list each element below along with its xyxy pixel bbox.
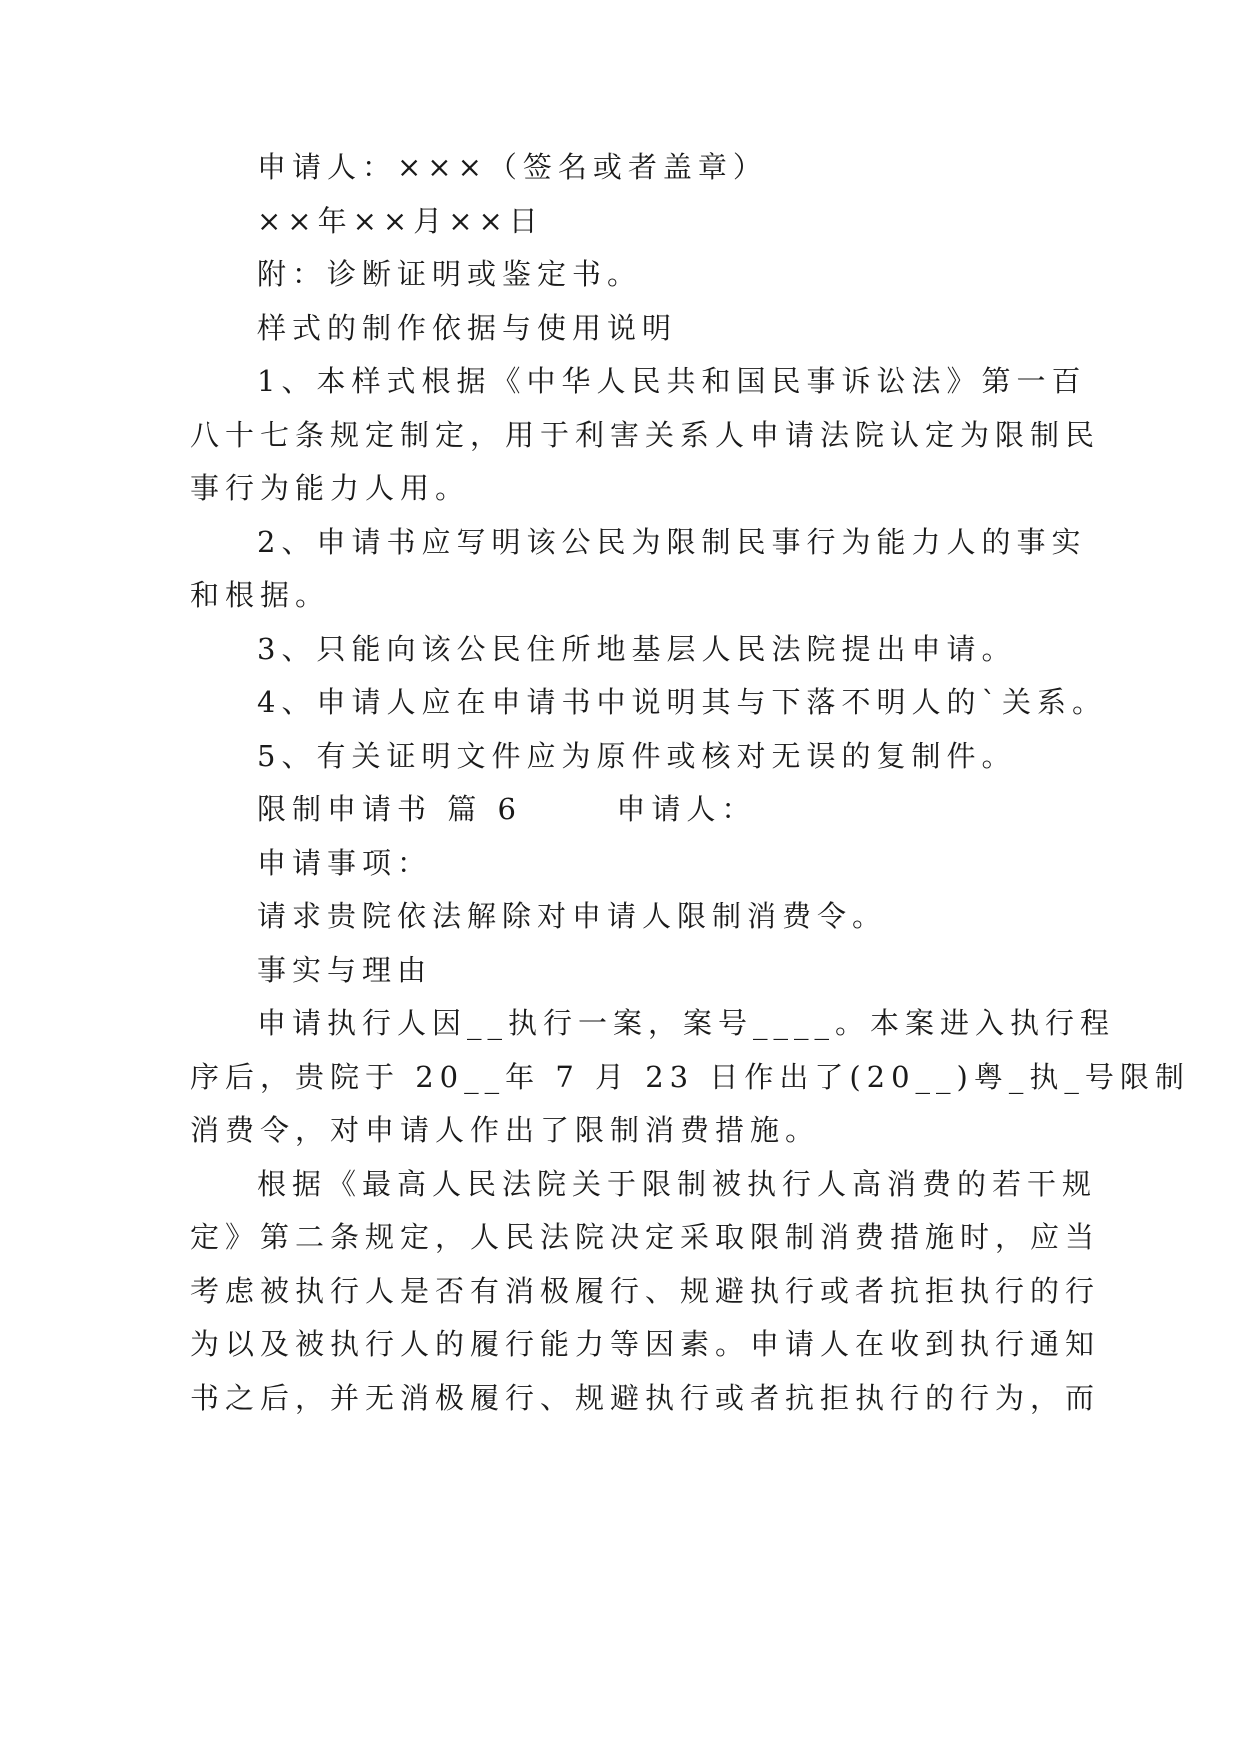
paragraph-line: 申请执行人因__执行一案，案号____。本案进入执行程 xyxy=(257,1006,1116,1040)
paragraph-line: 和根据。 xyxy=(190,578,331,612)
paragraph-line: 根据《最高人民法院关于限制被执行人高消费的若干规 xyxy=(257,1167,1098,1201)
document-title: 限制申请书 xyxy=(257,792,433,826)
paragraph-line: 消费令，对申请人作出了限制消费措施。 xyxy=(190,1113,821,1147)
paragraph-line: 为以及被执行人的履行能力等因素。申请人在收到执行通知 xyxy=(190,1327,1101,1361)
paragraph-line: 2、申请书应写明该公民为限制民事行为能力人的事实 xyxy=(257,525,1087,559)
paragraph-line: 考虑被执行人是否有消极履行、规避执行或者抗拒执行的行 xyxy=(190,1274,1101,1308)
paragraph-line: 请求贵院依法解除对申请人限制消费令。 xyxy=(257,899,888,933)
paragraph-line: 书之后，并无消极履行、规避执行或者抗拒执行的行为，而 xyxy=(190,1381,1101,1415)
date-line: ××年××月××日 xyxy=(257,204,544,238)
facts-heading: 事实与理由 xyxy=(257,953,433,987)
paragraph-line: 序后，贵院于 20__年 7 月 23 日作出了(20__)粤_执_号限制 xyxy=(190,1060,1190,1094)
request-heading: 申请事项： xyxy=(257,846,433,880)
paragraph-line: 4、申请人应在申请书中说明其与下落不明人的`关系。 xyxy=(257,685,1107,719)
paragraph-line: 事行为能力人用。 xyxy=(190,471,471,505)
paragraph-line: 八十七条规定制定，用于利害关系人申请法院认定为限制民 xyxy=(190,418,1101,452)
applicant-label: 申请人： xyxy=(616,792,757,826)
paragraph-line: 5、有关证明文件应为原件或核对无误的复制件。 xyxy=(257,739,1017,773)
paragraph-line: 定》第二条规定，人民法院决定采取限制消费措施时，应当 xyxy=(190,1220,1101,1254)
attachment-line: 附：诊断证明或鉴定书。 xyxy=(257,257,643,291)
applicant-signature-line: 申请人：×××（签名或者盖章） xyxy=(257,150,768,184)
usage-heading: 样式的制作依据与使用说明 xyxy=(257,311,678,345)
paragraph-line: 3、只能向该公民住所地基层人民法院提出申请。 xyxy=(257,632,1017,666)
section-heading xyxy=(257,789,1060,829)
section-number: 篇 6 xyxy=(447,792,522,826)
paragraph-line: 1、本样式根据《中华人民共和国民事诉讼法》第一百 xyxy=(257,364,1087,398)
